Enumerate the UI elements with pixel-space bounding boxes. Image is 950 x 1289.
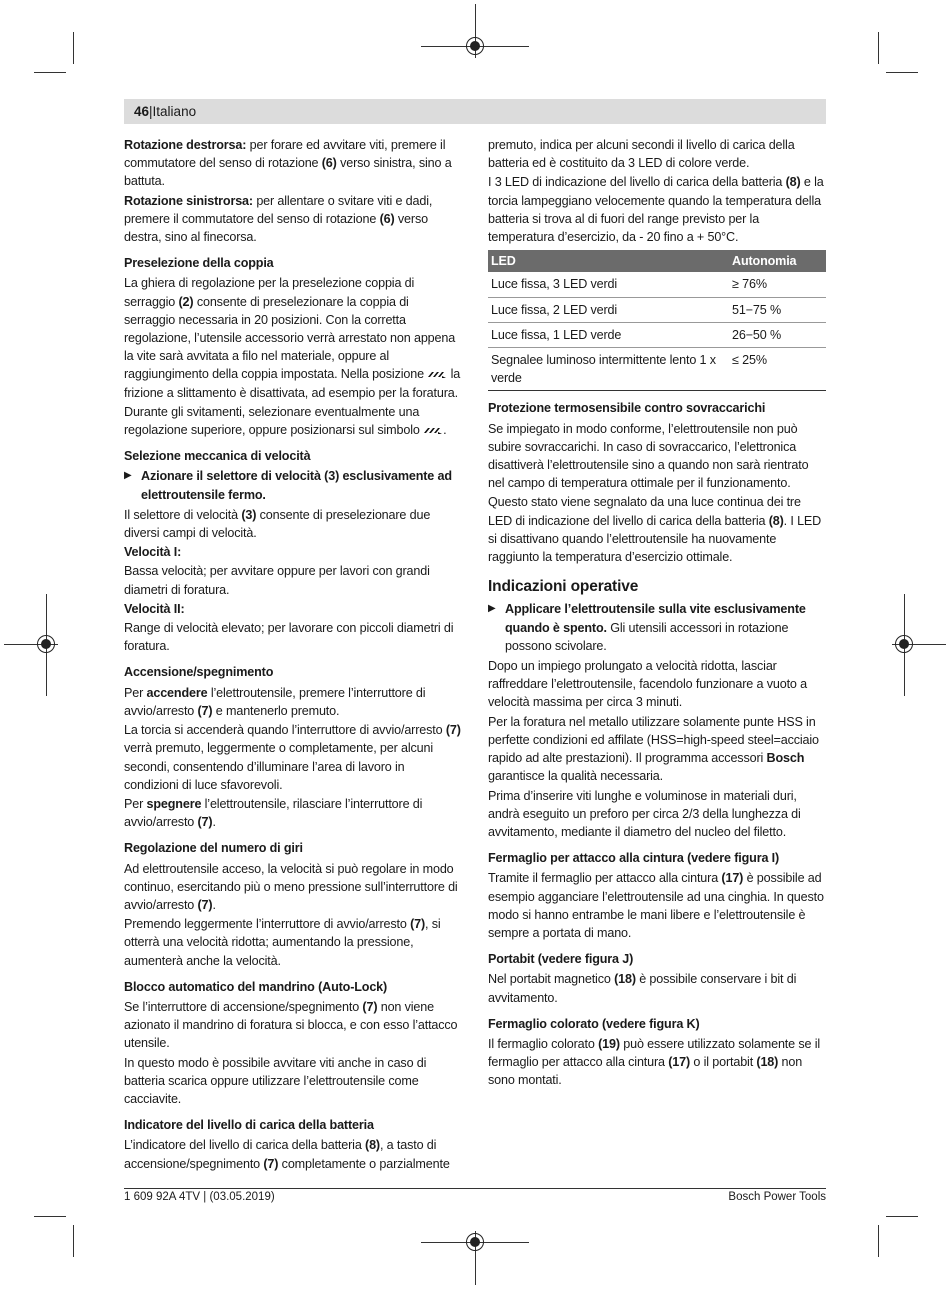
paragraph: Ad elettroutensile acceso, la velocità si può regolare in modo continuo, esercitando più o meno pressione sull’interruttore di avvio/arresto (7). — [124, 861, 458, 912]
drill-bit-icon — [423, 427, 443, 435]
paragraph: premuto, indica per alcuni secondi il livello di carica della batteria ed è costituito da 3 LED di colore verde. — [488, 138, 795, 171]
paragraph: I 3 LED di indicazione del livello di carica della batteria (8) e la torcia lampeggiano velocemente quando la temperatura della batteria si trova al di fuori del range previsto per la temperatura d’esercizio, da - 20 fino a + 50°C. — [488, 175, 824, 245]
paragraph: Bassa velocità; per avvitare oppure per lavori con grandi diametri di foratura. — [124, 564, 430, 597]
table-cell: Luce fissa, 3 LED verdi — [488, 272, 729, 297]
crop-mark — [34, 1216, 66, 1217]
section-heading: Fermaglio per attacco alla cintura (vedere figura I) — [488, 851, 780, 866]
table-cell: Luce fissa, 2 LED verdi — [488, 297, 729, 322]
paragraph: Nel portabit magnetico (18) è possibile conservare i bit di avvitamento. — [488, 972, 797, 1005]
paragraph: Se l’interruttore di accensione/spegnimento (7) non viene azionato il mandrino di foratura si blocca, e con esso l’attacco utensile. — [124, 999, 458, 1051]
footer-brand: Bosch Power Tools — [728, 1191, 826, 1203]
section-heading: Fermaglio colorato (vedere figura K) — [488, 1016, 700, 1031]
paragraph: Il selettore di velocità (3) consente di preselezionare due diversi campi di velocità. — [124, 507, 431, 541]
crop-mark — [886, 1216, 918, 1217]
section-heading: Indicatore del livello di carica della batteria — [124, 1118, 374, 1133]
footer-doc-id: 1 609 92A 4TV | (03.05.2019) — [124, 1191, 275, 1203]
led-table — [488, 250, 826, 391]
paragraph: Rotazione sinistrorsa: per allentare o svitare viti e dadi, premere il commutatore del senso di rotazione (6) verso destra, sino al finecorsa. — [124, 193, 433, 245]
table-row — [488, 322, 826, 347]
section-heading: Protezione termosensibile contro sovraccarichi — [488, 401, 766, 416]
crop-mark — [73, 32, 74, 64]
table-row — [488, 297, 826, 322]
paragraph: Velocità I: — [124, 545, 182, 560]
paragraph: Se impiegato in modo conforme, l’elettroutensile non può subire sovraccarichi. In caso di sovraccarico, l’elettronica disattiverà l’elettroutensile sino a quando non sarà rientrato nel campo di temperatura ottimale per il funzionamento. — [488, 421, 809, 491]
drill-bit-icon — [427, 371, 447, 379]
footer-rule — [124, 1188, 826, 1189]
table-header-cell: Autonomia — [729, 250, 826, 272]
table-cell: Luce fissa, 1 LED verde — [488, 322, 729, 347]
paragraph: Premendo leggermente l’interruttore di avvio/arresto (7), si otterrà una velocità ridotta; aumentando la pressione, aumenterà anche la velocità. — [124, 917, 441, 968]
section-heading: Preselezione della coppia — [124, 256, 274, 271]
header-separator: | — [149, 104, 153, 119]
table-row — [488, 348, 826, 391]
table-cell: ≥ 76% — [729, 272, 826, 297]
paragraph: La ghiera di regolazione per la preselezione coppia di serraggio (2) consente di preselezionare la coppia di serraggio necessaria in 20 posizioni. Con la corretta regolazione, l’utensile accessorio verrà arrestato non appena la vite sarà avvitata a filo nel materiale, oppure al raggiungimento della coppia impostata. Nella posizione la frizione a slittamento è disattivata, ad esempio per la foratura. — [124, 276, 461, 400]
table-row — [488, 272, 826, 297]
page-number: 46 — [134, 104, 150, 119]
header-language: Italiano — [152, 104, 197, 119]
table-cell: Segnalee luminoso intermittente lento 1 x verde — [488, 348, 729, 391]
paragraph: Dopo un impiego prolungato a velocità ridotta, lasciar raffreddare l’elettroutensile, facendolo funzionare a vuoto a velocità massima per circa 3 minuti. — [488, 659, 807, 710]
table-header-row — [488, 250, 826, 272]
paragraph: L’indicatore del livello di carica della batteria (8), a tasto di accensione/spegnimento (7) completamente o parzialmente — [124, 1138, 450, 1171]
section-title: Indicazioni operative — [488, 578, 639, 596]
section-heading: Regolazione del numero di giri — [124, 841, 303, 856]
crop-mark — [878, 32, 879, 64]
section-heading: Accensione/spegnimento — [124, 665, 274, 680]
registration-target-icon — [466, 1233, 484, 1251]
section-heading: Blocco automatico del mandrino (Auto-Lock) — [124, 979, 388, 994]
paragraph: La torcia si accenderà quando l’interruttore di avvio/arresto (7) verrà premuto, leggermente o completamente, per alcuni secondi, consentendo d’illuminare l’area di lavoro in condizioni di luce sfavorevoli. — [124, 723, 461, 792]
paragraph: Per spegnere l’elettroutensile, rilasciare l’interruttore di avvio/arresto (7). — [124, 796, 423, 830]
crop-mark — [34, 72, 66, 73]
table-header-cell: LED — [488, 250, 729, 272]
section-heading: Selezione meccanica di velocità — [124, 449, 311, 464]
paragraph: Questo stato viene segnalato da una luce continua dei tre LED di indicazione del livello di carica della batteria (8). I LED si disattivano quando l’elettroutensile ha nuovamente raggiunto la temperatura d’esercizio ottimale. — [488, 495, 822, 565]
page-header — [124, 99, 826, 124]
warning-bullet: ▶ Azionare il selettore di velocità (3) esclusivamente ad elettroutensile fermo. — [124, 467, 462, 503]
table-cell: 51−75 % — [729, 297, 826, 322]
paragraph: Rotazione destrorsa: per forare ed avvitare viti, premere il commutatore del senso di rotazione (6) verso sinistra, sino a battuta. — [124, 138, 452, 189]
warning-bullet: ▶ Applicare l’elettroutensile sulla vite esclusivamente quando è spento. Gli utensili accessori in rotazione possono scivolare. — [488, 600, 826, 655]
right-column — [488, 136, 826, 1091]
paragraph: Tramite il fermaglio per attacco alla cintura (17) è possibile ad esempio agganciare l’elettroutensile ad una cinghia. In questo modo si hanno entrambe le mani libere e l’elettroutensile è sempre a portata di mano. — [488, 871, 824, 940]
registration-target-icon — [37, 635, 55, 653]
crop-mark — [886, 72, 918, 73]
registration-target-icon — [466, 37, 484, 55]
paragraph: Velocità II: — [124, 601, 185, 616]
table-cell: ≤ 25% — [729, 348, 826, 391]
paragraph: In questo modo è possibile avvitare viti anche in caso di batteria scarica oppure utilizzare l’elettroutensile come cacciavite. — [124, 1055, 427, 1106]
paragraph: Range di velocità elevato; per lavorare con piccoli diametri di foratura. — [124, 621, 454, 654]
paragraph: Per accendere l’elettroutensile, premere l’interruttore di avvio/arresto (7) e mantenerlo premuto. — [124, 685, 426, 718]
crop-mark — [878, 1225, 879, 1257]
left-column — [124, 136, 462, 1174]
registration-target-icon — [895, 635, 913, 653]
paragraph: Il fermaglio colorato (19) può essere utilizzato solamente se il fermaglio per attacco alla cintura (17) o il portabit (18) non sono montati. — [488, 1036, 820, 1088]
table-cell: 26−50 % — [729, 322, 826, 347]
crop-mark — [73, 1225, 74, 1257]
section-heading: Portabit (vedere figura J) — [488, 952, 634, 967]
paragraph: Per la foratura nel metallo utilizzare solamente punte HSS in perfette condizioni ed affilate (HSS=high-speed steel=acciaio rapido ad alte prestazioni). Il programma accessori Bosch garantisce la qualità necessaria. — [488, 714, 819, 784]
paragraph: Durante gli svitamenti, selezionare eventualmente una regolazione superiore, oppure posizionarsi sul simbolo . — [124, 404, 447, 438]
paragraph: Prima d’inserire viti lunghe e voluminose in materiali duri, andrà eseguito un preforo per circa 2/3 della lunghezza di avvitamento, mediante il diametro del nucleo del filetto. — [488, 788, 801, 839]
